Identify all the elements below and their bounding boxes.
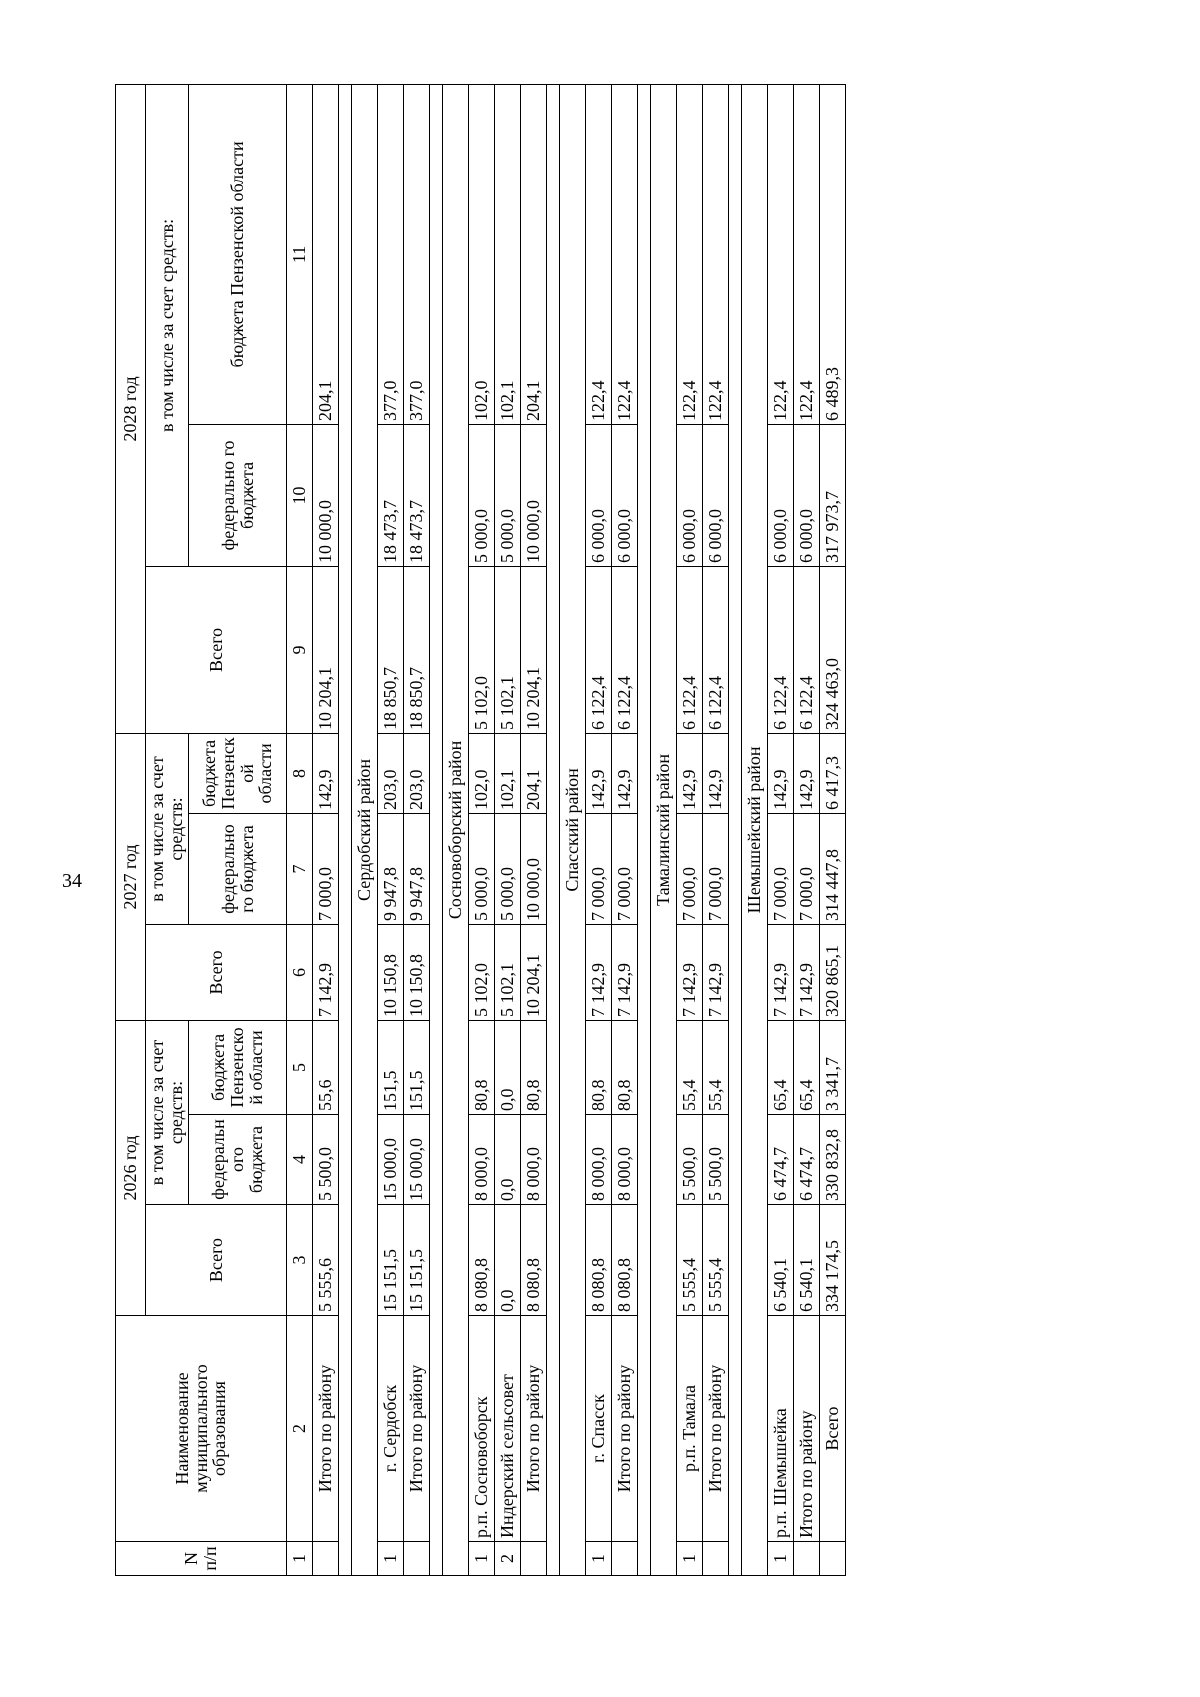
cell-value: 151,5 xyxy=(404,1020,430,1114)
column-number: 5 xyxy=(287,1020,313,1114)
cell-value: 7 142,9 xyxy=(313,924,339,1020)
cell-value: 317 973,7 xyxy=(820,424,846,566)
cell-value: 6 122,4 xyxy=(768,566,794,733)
cell-value: 122,4 xyxy=(612,84,638,424)
cell-value: 6 474,7 xyxy=(768,1115,794,1205)
cell-value: 142,9 xyxy=(794,733,820,813)
header-incl-2026: в том числе за счет средств: xyxy=(146,1020,189,1204)
cell-value: 5 500,0 xyxy=(313,1115,339,1205)
cell-value: 7 142,9 xyxy=(703,924,729,1020)
cell-value: 122,4 xyxy=(768,84,794,424)
spacer-row xyxy=(638,84,651,1575)
cell-value: 377,0 xyxy=(378,84,404,424)
cell-value: 204,1 xyxy=(521,84,547,424)
section-row xyxy=(443,84,469,1575)
row-number xyxy=(703,1542,729,1576)
cell-value: 3 341,7 xyxy=(820,1020,846,1114)
cell-value: 5 102,1 xyxy=(495,924,521,1020)
cell-value: 330 832,8 xyxy=(820,1115,846,1205)
section-title: Шемышейский район xyxy=(742,84,768,1575)
cell-value: 10 000,0 xyxy=(313,424,339,566)
cell-value: 7 142,9 xyxy=(586,924,612,1020)
table-row xyxy=(404,84,430,1575)
cell-value: 15 000,0 xyxy=(404,1115,430,1205)
cell-value: 80,8 xyxy=(469,1020,495,1114)
cell-value: 5 500,0 xyxy=(677,1115,703,1205)
column-number: 8 xyxy=(287,733,313,813)
cell-value: 10 000,0 xyxy=(521,424,547,566)
table-row xyxy=(469,84,495,1575)
cell-value: 102,1 xyxy=(495,733,521,813)
cell-value: 102,1 xyxy=(495,84,521,424)
section-row xyxy=(742,84,768,1575)
header-n: N п/п xyxy=(116,1542,287,1576)
cell-value: 18 850,7 xyxy=(378,566,404,733)
cell-value: 10 204,1 xyxy=(521,566,547,733)
spacer-row xyxy=(430,84,443,1575)
header-regional-2027: бюджета Пензенск ой области xyxy=(189,733,287,813)
cell-value: 6 540,1 xyxy=(768,1205,794,1316)
row-number xyxy=(313,1542,339,1576)
cell-value: 6 122,4 xyxy=(794,566,820,733)
rotated-table-container xyxy=(115,85,843,1576)
row-number: 1 xyxy=(768,1542,794,1576)
table-viewport xyxy=(115,85,843,1576)
section-row xyxy=(352,84,378,1575)
column-number: 9 xyxy=(287,566,313,733)
cell-value: 142,9 xyxy=(768,733,794,813)
header-year-2028: 2028 год xyxy=(116,84,146,733)
cell-value: 6 122,4 xyxy=(586,566,612,733)
cell-value: 5 000,0 xyxy=(469,424,495,566)
table-row xyxy=(378,84,404,1575)
cell-value: 80,8 xyxy=(521,1020,547,1114)
cell-value: 6 540,1 xyxy=(794,1205,820,1316)
cell-value: 18 473,7 xyxy=(378,424,404,566)
cell-value: 320 865,1 xyxy=(820,924,846,1020)
cell-value: 5 555,4 xyxy=(677,1205,703,1316)
column-number: 11 xyxy=(287,84,313,424)
row-number: 1 xyxy=(469,1542,495,1576)
header-vsego-2028: Всего xyxy=(146,566,287,733)
spacer-row xyxy=(547,84,560,1575)
header-year-2027: 2027 год xyxy=(116,733,146,1020)
cell-value: 122,4 xyxy=(677,84,703,424)
cell-value: 8 080,8 xyxy=(469,1205,495,1316)
header-federal-2028: федерально го бюджета xyxy=(189,424,287,566)
cell-value: 7 000,0 xyxy=(768,813,794,924)
page-number: 34 xyxy=(62,870,82,892)
cell-value: 142,9 xyxy=(677,733,703,813)
table-row xyxy=(768,84,794,1575)
section-row xyxy=(560,84,586,1575)
cell-value: 8 000,0 xyxy=(612,1115,638,1205)
cell-value: 8 080,8 xyxy=(521,1205,547,1316)
spacer-cell xyxy=(638,84,651,1575)
row-number: 1 xyxy=(378,1542,404,1576)
cell-value: 6 122,4 xyxy=(677,566,703,733)
cell-value: 122,4 xyxy=(703,84,729,424)
cell-value: 0,0 xyxy=(495,1020,521,1114)
cell-value: 6 000,0 xyxy=(703,424,729,566)
column-number-row xyxy=(287,84,313,1575)
cell-value: 5 000,0 xyxy=(469,813,495,924)
row-name: Индерский сельсовет xyxy=(495,1316,521,1542)
table-row xyxy=(612,84,638,1575)
section-row xyxy=(651,84,677,1575)
cell-value: 7 142,9 xyxy=(768,924,794,1020)
row-name: г. Сердобск xyxy=(378,1316,404,1542)
table-row xyxy=(495,84,521,1575)
cell-value: 0,0 xyxy=(495,1205,521,1316)
spacer-cell xyxy=(547,84,560,1575)
section-title: Сердобский район xyxy=(352,84,378,1575)
cell-value: 377,0 xyxy=(404,84,430,424)
row-name: Итого по району xyxy=(794,1316,820,1542)
cell-value: 142,9 xyxy=(703,733,729,813)
row-number xyxy=(521,1542,547,1576)
header-federal-2027: федерально го бюджета xyxy=(189,813,287,924)
table-row xyxy=(703,84,729,1575)
cell-value: 10 204,1 xyxy=(521,924,547,1020)
cell-value: 6 417,3 xyxy=(820,733,846,813)
row-number: 1 xyxy=(677,1542,703,1576)
row-name: р.п. Шемышейка xyxy=(768,1316,794,1542)
cell-value: 5 102,0 xyxy=(469,566,495,733)
cell-value: 80,8 xyxy=(612,1020,638,1114)
row-number: 2 xyxy=(495,1542,521,1576)
spacer-cell xyxy=(430,84,443,1575)
cell-value: 65,4 xyxy=(794,1020,820,1114)
cell-value: 142,9 xyxy=(313,733,339,813)
cell-value: 5 102,1 xyxy=(495,566,521,733)
cell-value: 15 000,0 xyxy=(378,1115,404,1205)
cell-value: 65,4 xyxy=(768,1020,794,1114)
cell-value: 55,4 xyxy=(703,1020,729,1114)
cell-value: 5 555,6 xyxy=(313,1205,339,1316)
header-vsego-2027: Всего xyxy=(146,924,287,1020)
row-name: р.п. Сосновоборск xyxy=(469,1316,495,1542)
cell-value: 7 000,0 xyxy=(703,813,729,924)
section-title: Сосновоборский район xyxy=(443,84,469,1575)
cell-value: 9 947,8 xyxy=(404,813,430,924)
row-name: Итого по району xyxy=(313,1316,339,1542)
cell-value: 15 151,5 xyxy=(404,1205,430,1316)
row-number: 1 xyxy=(586,1542,612,1576)
cell-value: 10 000,0 xyxy=(521,813,547,924)
cell-value: 7 142,9 xyxy=(677,924,703,1020)
cell-value: 6 000,0 xyxy=(768,424,794,566)
cell-value: 0,0 xyxy=(495,1115,521,1205)
cell-value: 151,5 xyxy=(378,1020,404,1114)
column-number: 3 xyxy=(287,1205,313,1316)
cell-value: 10 204,1 xyxy=(313,566,339,733)
cell-value: 6 474,7 xyxy=(794,1115,820,1205)
column-number: 4 xyxy=(287,1115,313,1205)
header-name: Наименование муниципального образования xyxy=(116,1316,287,1542)
row-name: г. Спасск xyxy=(586,1316,612,1542)
cell-value: 8 000,0 xyxy=(586,1115,612,1205)
row-name: Итого по району xyxy=(612,1316,638,1542)
cell-value: 204,1 xyxy=(521,733,547,813)
cell-value: 55,4 xyxy=(677,1020,703,1114)
row-name: р.п. Тамала xyxy=(677,1316,703,1542)
cell-value: 18 473,7 xyxy=(404,424,430,566)
row-number xyxy=(612,1542,638,1576)
cell-value: 9 947,8 xyxy=(378,813,404,924)
cell-value: 7 000,0 xyxy=(677,813,703,924)
cell-value: 8 080,8 xyxy=(586,1205,612,1316)
cell-value: 314 447,8 xyxy=(820,813,846,924)
cell-value: 6 122,4 xyxy=(612,566,638,733)
cell-value: 5 000,0 xyxy=(495,424,521,566)
cell-value: 5 102,0 xyxy=(469,924,495,1020)
cell-value: 5 555,4 xyxy=(703,1205,729,1316)
cell-value: 203,0 xyxy=(404,733,430,813)
cell-value: 55,6 xyxy=(313,1020,339,1114)
section-title: Тамалинский район xyxy=(651,84,677,1575)
table-row xyxy=(586,84,612,1575)
cell-value: 324 463,0 xyxy=(820,566,846,733)
header-regional-2026: бюджета Пензенско й области xyxy=(189,1020,287,1114)
table-row xyxy=(794,84,820,1575)
cell-value: 5 000,0 xyxy=(495,813,521,924)
cell-value: 6 122,4 xyxy=(703,566,729,733)
table-row xyxy=(521,84,547,1575)
header-regional-2028: бюджета Пензенской области xyxy=(189,84,287,424)
cell-value: 8 080,8 xyxy=(612,1205,638,1316)
cell-value: 6 489,3 xyxy=(820,84,846,424)
cell-value: 5 500,0 xyxy=(703,1115,729,1205)
row-name: Итого по району xyxy=(703,1316,729,1542)
cell-value: 80,8 xyxy=(586,1020,612,1114)
row-number xyxy=(794,1542,820,1576)
cell-value: 8 000,0 xyxy=(521,1115,547,1205)
cell-value: 334 174,5 xyxy=(820,1205,846,1316)
column-number: 6 xyxy=(287,924,313,1020)
cell-value: 8 000,0 xyxy=(469,1115,495,1205)
cell-value: 102,0 xyxy=(469,733,495,813)
cell-value: 7 000,0 xyxy=(586,813,612,924)
column-number: 7 xyxy=(287,813,313,924)
cell-value: 122,4 xyxy=(586,84,612,424)
row-number xyxy=(404,1542,430,1576)
table-row xyxy=(677,84,703,1575)
row-name: Всего xyxy=(820,1316,846,1542)
cell-value: 102,0 xyxy=(469,84,495,424)
header-vsego-2026: Всего xyxy=(146,1205,287,1316)
spacer-row xyxy=(339,84,352,1575)
header-incl-2028: в том числе за счет средств: xyxy=(146,84,189,566)
cell-value: 7 000,0 xyxy=(794,813,820,924)
cell-value: 10 150,8 xyxy=(378,924,404,1020)
section-title: Спасский район xyxy=(560,84,586,1575)
cell-value: 18 850,7 xyxy=(404,566,430,733)
cell-value: 7 000,0 xyxy=(612,813,638,924)
spacer-row xyxy=(729,84,742,1575)
column-number: 1 xyxy=(287,1542,313,1576)
cell-value: 142,9 xyxy=(612,733,638,813)
header-federal-2026: федеральн ого бюджета xyxy=(189,1115,287,1205)
cell-value: 6 000,0 xyxy=(677,424,703,566)
header-year-2026: 2026 год xyxy=(116,1020,146,1315)
total-row xyxy=(820,84,846,1575)
cell-value: 142,9 xyxy=(586,733,612,813)
cell-value: 6 000,0 xyxy=(586,424,612,566)
row-name: Итого по району xyxy=(521,1316,547,1542)
cell-value: 7 000,0 xyxy=(313,813,339,924)
column-number: 2 xyxy=(287,1316,313,1542)
cell-value: 7 142,9 xyxy=(612,924,638,1020)
cell-value: 204,1 xyxy=(313,84,339,424)
row-number xyxy=(820,1542,846,1576)
cell-value: 203,0 xyxy=(378,733,404,813)
spacer-cell xyxy=(729,84,742,1575)
budget-table xyxy=(115,84,846,1576)
cell-value: 10 150,8 xyxy=(404,924,430,1020)
cell-value: 6 000,0 xyxy=(612,424,638,566)
spacer-cell xyxy=(339,84,352,1575)
cell-value: 15 151,5 xyxy=(378,1205,404,1316)
row-name: Итого по району xyxy=(404,1316,430,1542)
cell-value: 6 000,0 xyxy=(794,424,820,566)
cell-value: 122,4 xyxy=(794,84,820,424)
table-row xyxy=(313,84,339,1575)
header-incl-2027: в том числе за счет средств: xyxy=(146,733,189,924)
column-number: 10 xyxy=(287,424,313,566)
cell-value: 7 142,9 xyxy=(794,924,820,1020)
